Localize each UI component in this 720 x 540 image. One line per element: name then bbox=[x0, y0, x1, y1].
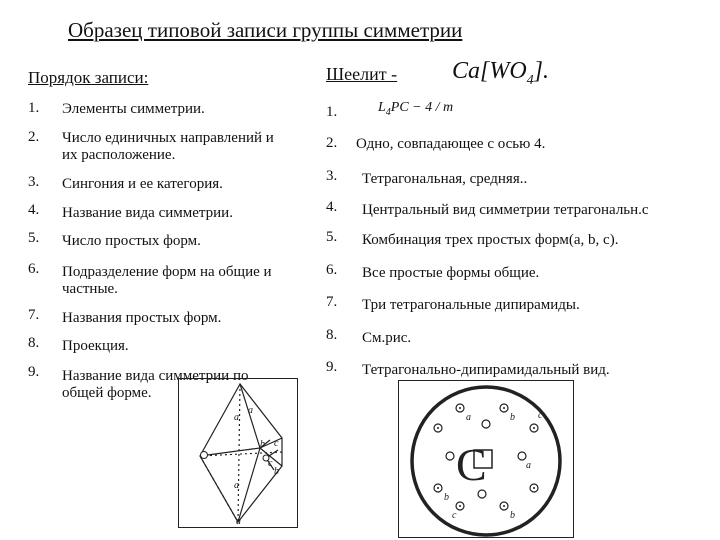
left-item-number: 4. bbox=[28, 202, 40, 218]
right-item-text: Тетрагонально-дипирамидальный вид. bbox=[362, 362, 610, 378]
left-item-number: 5. bbox=[28, 230, 40, 246]
crystal-face-label: a bbox=[248, 405, 253, 416]
right-item-number: 8. bbox=[326, 327, 338, 343]
stereographic-projection bbox=[398, 380, 574, 538]
right-item-text: Три тетрагональные дипирамиды. bbox=[362, 297, 580, 313]
right-item-number: 5. bbox=[326, 229, 338, 245]
right-item-number: 1. bbox=[326, 104, 338, 120]
left-item-text-continued: их расположение. bbox=[62, 147, 176, 163]
symmetry-elements-formula: $L_4PC - 4 / m$ bbox=[378, 100, 454, 118]
projection-label: c bbox=[452, 510, 457, 521]
right-item-number: 2. bbox=[326, 135, 338, 151]
left-item-text: Подразделение форм на общие и bbox=[62, 264, 272, 280]
crystal-face-label: b bbox=[274, 466, 279, 477]
projection-label: b bbox=[444, 492, 449, 503]
left-item-text: Название вида симметрии по bbox=[62, 368, 249, 384]
crystal-face-label: b bbox=[260, 439, 265, 450]
crystal-vertex-marker bbox=[201, 452, 208, 459]
left-item-number: 2. bbox=[28, 129, 40, 145]
right-item-number: 6. bbox=[326, 262, 338, 278]
crystal-face-label: a bbox=[236, 516, 241, 527]
right-item-text: См.рис. bbox=[362, 330, 412, 346]
right-item-number: 9. bbox=[326, 359, 338, 375]
crystal-drawing bbox=[178, 378, 298, 528]
right-item-text: Комбинация трех простых форм(a, b, c). bbox=[362, 232, 619, 248]
left-item-number: 8. bbox=[28, 335, 40, 351]
crystal-edges bbox=[200, 384, 282, 522]
right-item-number: 3. bbox=[326, 168, 338, 184]
left-item-text: Элементы симметрии. bbox=[62, 101, 205, 117]
mineral-formula: $Ca[WO_4]$. bbox=[452, 58, 550, 88]
left-item-text: Проекция. bbox=[62, 338, 129, 354]
right-item-text: Центральный вид симметрии тетрагональн.с bbox=[362, 202, 649, 218]
left-item-text: Названия простых форм. bbox=[62, 310, 222, 326]
right-item-number: 7. bbox=[326, 294, 338, 310]
left-item-number: 7. bbox=[28, 307, 40, 323]
left-item-number: 3. bbox=[28, 174, 40, 190]
right-item-number: 4. bbox=[326, 199, 338, 215]
left-item-text: Число простых форм. bbox=[62, 233, 201, 249]
left-item-text-continued: частные. bbox=[62, 281, 118, 297]
left-item-text: Число единичных направлений и bbox=[62, 130, 274, 146]
crystal-face-label: a bbox=[234, 480, 239, 491]
projection-label: b bbox=[510, 510, 515, 521]
right-column-header: Шеелит - bbox=[326, 64, 398, 84]
left-item-text: Сингония и ее категория. bbox=[62, 176, 223, 192]
left-item-number: 6. bbox=[28, 261, 40, 277]
right-item-text: Одно, совпадающее с осью 4. bbox=[356, 136, 546, 152]
left-column-header: Порядок записи: bbox=[28, 68, 149, 87]
projection-label: b bbox=[510, 412, 515, 423]
left-item-number: 9. bbox=[28, 364, 40, 380]
projection-label: a bbox=[526, 460, 531, 471]
page-title: Образец типовой записи группы симметрии bbox=[68, 18, 463, 42]
left-item-text: Название вида симметрии. bbox=[62, 205, 233, 221]
crystal-face-label: a bbox=[234, 412, 239, 423]
left-item-text-continued: общей форме. bbox=[62, 385, 152, 401]
right-item-text: Все простые формы общие. bbox=[362, 265, 540, 281]
left-item-number: 1. bbox=[28, 100, 40, 116]
projection-label: a bbox=[466, 412, 471, 423]
projection-label: c bbox=[538, 410, 543, 421]
right-item-text: Тетрагональная, средняя.. bbox=[362, 171, 528, 187]
crystal-face-label: c bbox=[274, 438, 279, 449]
projection-center-letter: C bbox=[456, 439, 487, 490]
crystal-face-label: c bbox=[268, 458, 273, 469]
